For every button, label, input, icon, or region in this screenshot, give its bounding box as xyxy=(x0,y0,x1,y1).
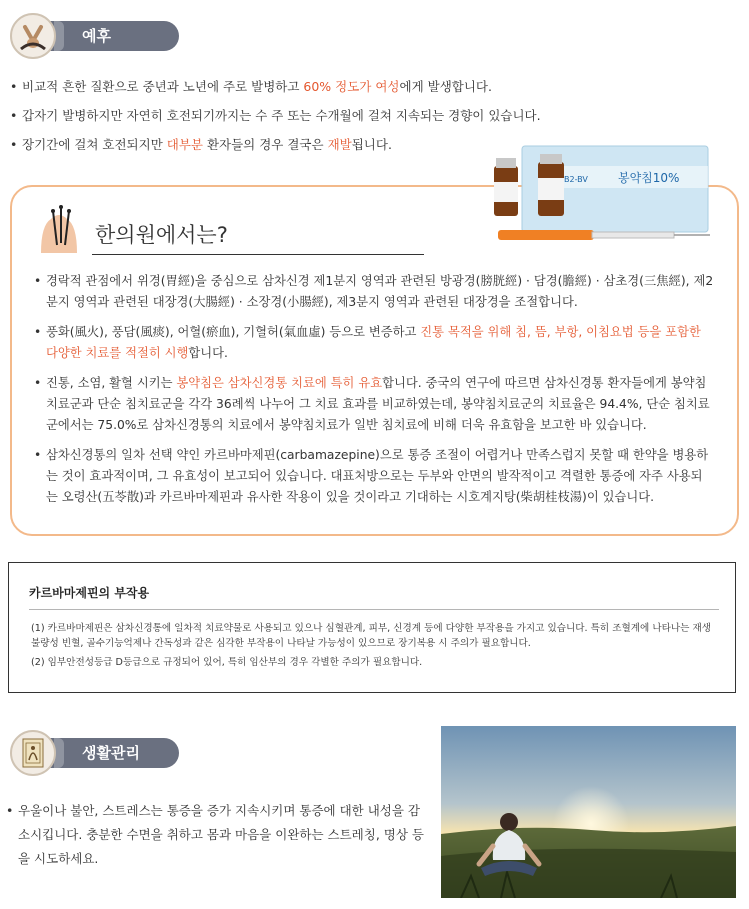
list-item: • 진통, 소염, 활혈 시키는 봉약침은 삼차신경통 치료에 특히 유효합니다. 중국의 연구에 따르면 삼차신경통 환자들에게 봉약침 치료군과 단순 침치료군을 각각 36례씩 나누어 그 치료 효과를 비교하였는데, 봉약침치료군의 치료율은 94.4%, 단순 침치료군에서는 75.0%로 삼차신경통의 치료에서 봉약침치료가 일반 침치료에 비해 더욱 유효함을 보고한 바 있습니다. xyxy=(34,373,714,436)
list-item: • 풍화(風火), 풍담(風痰), 어혈(瘀血), 기혈허(氣血虛) 등으로 변증하고 진통 목적을 위해 침, 뜸, 부항, 이침요법 등을 포함한 다양한 치료를 적절히 시행합니다. xyxy=(34,322,714,364)
prognosis-header xyxy=(10,13,179,59)
side-effects-box xyxy=(8,562,736,693)
lifestyle-header xyxy=(10,730,179,776)
prognosis-title: 예후 xyxy=(42,21,179,51)
side-effects-note: (1) 카르바마제핀은 삼차신경통에 일차적 치료약물로 사용되고 있으나 심혈관계, 피부, 신경계 등에 다양한 부작용을 가지고 있습니다. 특히 조혈계에 나타나는 재생불량성 빈혈, 골수기능억제나 간독성과 같은 심각한 부작용이 나타날 가능성이 있으므로 장기복용 시 주의가 필요합니다. xyxy=(31,623,712,649)
list-item: • 장기간에 걸쳐 호전되지만 대부분 환자들의 경우 결국은 재발됩니다. xyxy=(10,134,730,155)
meditation-photo xyxy=(441,726,736,898)
side-effects-divider xyxy=(29,609,719,610)
list-item: • 경락적 관점에서 위경(胃經)을 중심으로 삼차신경 제1분지 영역과 관련된 방광경(膀胱經) · 담경(膽經) · 삼초경(三焦經), 제2분지 영역과 관련된 대장경(大腸經) · 소장경(小腸經), 제3분지 영역과 관련된 대장경을 조절합니다. xyxy=(34,271,714,313)
clinic-title: 한의원에서는? xyxy=(95,223,228,247)
side-effects-title: 카르바마제핀의 부작용 xyxy=(29,586,150,600)
title-divider xyxy=(92,254,424,255)
clinic-list xyxy=(34,271,714,517)
book-icon xyxy=(10,730,56,776)
list-item: • 삼차신경통의 일차 선택 약인 카르바마제핀(carbamazepine)으로 통증 조절이 어렵거나 만족스럽지 못할 때 한약을 병용하는 것이 효과적이며, 그 유효성이 보고되어 있습니다. 대표처방으로는 두부와 안면의 발작적이고 격렬한 통증에 자주 사용되는 오령산(五苓散)과 카르바마제핀과 유사한 작용이 있을 것이라고 기대하는 시호계지탕(柴胡桂枝湯)이 있습니다. xyxy=(34,445,714,508)
hand-icon xyxy=(10,13,56,59)
bee-venom-drug-image xyxy=(488,142,712,254)
lifestyle-title: 생활관리 xyxy=(42,738,179,768)
side-effects-note: (2) 임부안전성등급 D등급으로 규정되어 있어, 특히 임산부의 경우 각별한 주의가 필요합니다. xyxy=(31,657,423,668)
acupuncture-icon xyxy=(33,201,85,253)
list-item: • 갑자기 발병하지만 자연히 호전되기까지는 수 주 또는 수개월에 걸쳐 지속되는 경향이 있습니다. xyxy=(10,105,730,126)
vial-label: B2-BV xyxy=(564,175,588,184)
product-label: 봉약침10% xyxy=(618,171,680,185)
lifestyle-list xyxy=(6,799,426,879)
list-item: • 비교적 흔한 질환으로 중년과 노년에 주로 발병하고 60% 정도가 여성에게 발생합니다. xyxy=(10,76,730,97)
list-item: • 우울이나 불안, 스트레스는 통증을 증가 지속시키며 통증에 대한 내성을 감소시킵니다. 충분한 수면을 취하고 몸과 마음을 이완하는 스트레칭, 명상 등을 시도하세요. xyxy=(6,799,426,871)
